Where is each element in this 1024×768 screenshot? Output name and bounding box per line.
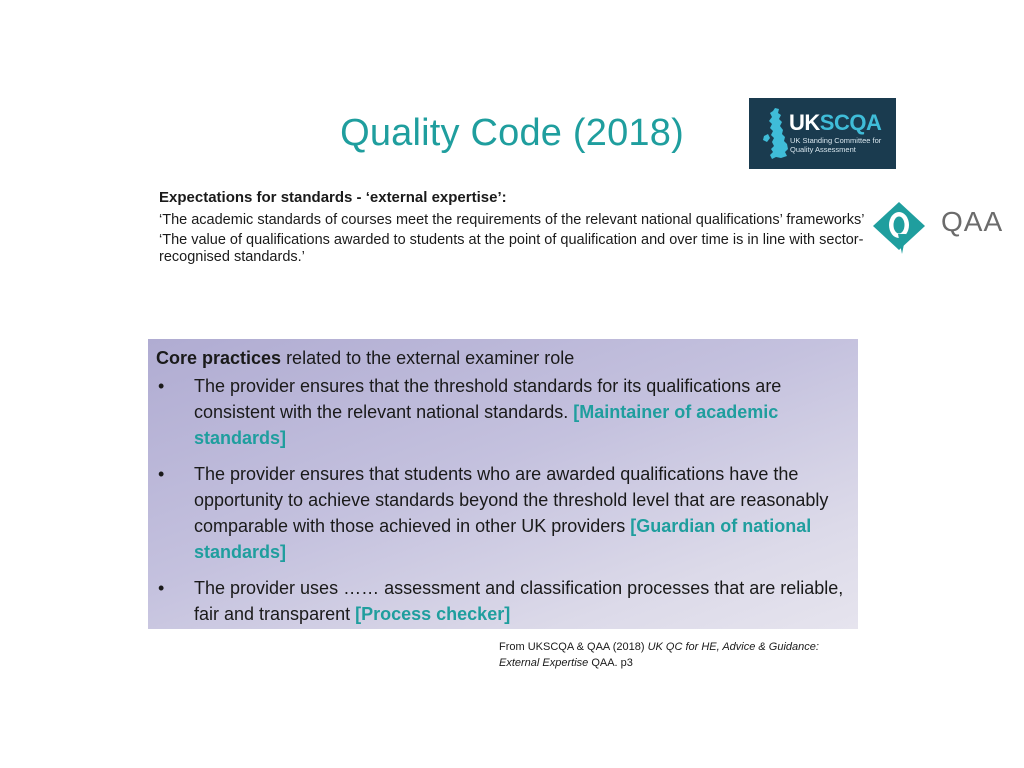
ukscqa-subtitle: UK Standing Committee for Quality Assessment — [790, 136, 882, 154]
uk-map-icon — [761, 106, 791, 160]
core-practice-item: • The provider uses …… assessment and classification processes that are reliable, fair and transparent [Process checker] — [156, 575, 844, 627]
role-label: [Guardian of national standards] — [194, 516, 812, 562]
qaa-logo — [865, 200, 1004, 256]
core-practice-item: • The provider ensures that the threshold standards for its qualifications are consistent with the relevant national standards. [Maintainer of academic standards] — [156, 373, 844, 451]
core-practice-item: • The provider ensures that students who are awarded qualifications have the opportunity to achieve standards beyond the threshold level that are reasonably comparable with those achieved in other UK providers [Guardian of national standards] — [156, 461, 844, 565]
ukscqa-logo — [749, 98, 896, 169]
expectation-quote-2: ‘The value of qualifications awarded to students at the point of qualification and over time is in line with sector-recognised standards.’ — [159, 232, 864, 265]
role-label: [Process checker] — [355, 604, 511, 624]
expectations-heading: Expectations for standards - ‘external expertise’: — [159, 189, 507, 206]
core-practices-heading: Core practices related to the external examiner role — [156, 348, 575, 368]
slide-title: Quality Code (2018) — [340, 112, 684, 154]
role-label: [Maintainer of academic standards] — [194, 402, 779, 448]
core-practices-box — [148, 339, 858, 629]
bullet-marker: • — [158, 376, 165, 396]
expectations-section — [159, 189, 869, 269]
qaa-wordmark: QAA — [941, 206, 1004, 237]
expectation-quote-1: ‘The academic standards of courses meet the requirements of the relevant national qualifications’ frameworks’ — [159, 212, 865, 228]
ukscqa-name: UKSCQA — [789, 110, 882, 135]
citation: From UKSCQA & QAA (2018) UK QC for HE, Advice & Guidance: External Expertise QAA. p3 — [499, 641, 819, 669]
bullet-marker: • — [158, 464, 165, 484]
bullet-marker: • — [158, 578, 165, 598]
qaa-q-icon — [865, 200, 935, 256]
